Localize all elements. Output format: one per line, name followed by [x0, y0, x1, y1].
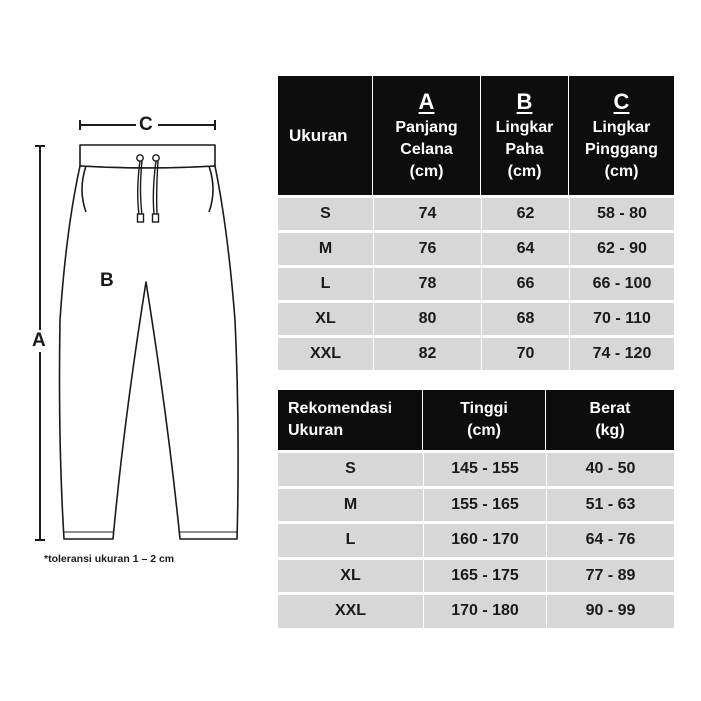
dimension-a-label: A [32, 330, 46, 351]
thigh-cell: 66 [481, 265, 569, 300]
header-berat [546, 390, 674, 450]
header-rekomendasi [278, 390, 423, 450]
size-cell: XXL [278, 335, 373, 370]
weight-cell: 90 - 99 [546, 592, 674, 628]
table-row [278, 195, 674, 230]
dimension-b-label: B [100, 270, 114, 291]
size-cell: L [278, 521, 423, 557]
length-cell: 82 [373, 335, 481, 370]
weight-cell: 64 - 76 [546, 521, 674, 557]
thigh-cell: 62 [481, 195, 569, 230]
tolerance-note: *toleransi ukuran 1 – 2 cm [44, 553, 175, 565]
header-tinggi-line2: (cm) [467, 422, 501, 439]
weight-cell: 40 - 50 [546, 450, 674, 486]
header-col-c-line2: Pinggang [585, 140, 658, 158]
length-cell: 76 [373, 230, 481, 265]
size-cell: S [278, 450, 423, 486]
size-cell: M [278, 230, 373, 265]
pants-size-diagram [0, 0, 270, 600]
rec-table-header-row [278, 390, 674, 450]
header-ukuran: Ukuran [278, 76, 373, 195]
pants-outline [60, 145, 239, 539]
table-row [278, 521, 674, 557]
header-col-c [569, 76, 674, 195]
header-col-a-line3: (cm) [409, 162, 444, 180]
height-cell: 170 - 180 [423, 592, 546, 628]
weight-cell: 77 - 89 [546, 557, 674, 593]
size-table-header-row [278, 76, 674, 195]
thigh-cell: 70 [481, 335, 569, 370]
header-tinggi-line1: Tinggi [460, 400, 508, 417]
size-cell: S [278, 195, 373, 230]
size-recommendation-table [278, 390, 674, 628]
header-tinggi [423, 390, 546, 450]
height-cell: 145 - 155 [423, 450, 546, 486]
table-row [278, 557, 674, 593]
waist-cell: 74 - 120 [569, 335, 674, 370]
table-row [278, 265, 674, 300]
header-col-b-line3: (cm) [507, 162, 542, 180]
pants-illustration [0, 0, 270, 600]
header-berat-line1: Berat [589, 400, 631, 417]
waist-cell: 58 - 80 [569, 195, 674, 230]
table-row [278, 486, 674, 522]
length-cell: 78 [373, 265, 481, 300]
header-berat-line2: (kg) [595, 422, 625, 439]
size-cell: L [278, 265, 373, 300]
header-col-a-line2: Celana [400, 140, 453, 158]
header-rekomendasi-line2: Ukuran [288, 422, 344, 439]
weight-cell: 51 - 63 [546, 486, 674, 522]
header-col-b-letter: B [516, 88, 533, 114]
table-row [278, 230, 674, 265]
waist-cell: 66 - 100 [569, 265, 674, 300]
dimension-c-label: C [139, 114, 153, 135]
table-row [278, 592, 674, 628]
size-cell: XL [278, 557, 423, 593]
thigh-cell: 68 [481, 300, 569, 335]
header-col-b-line2: Paha [505, 140, 544, 158]
height-cell: 155 - 165 [423, 486, 546, 522]
header-col-c-letter: C [613, 88, 630, 114]
header-col-c-line1: Lingkar [592, 118, 651, 136]
waist-cell: 70 - 110 [569, 300, 674, 335]
table-row [278, 450, 674, 486]
size-cell: M [278, 486, 423, 522]
header-col-b-line1: Lingkar [495, 118, 554, 136]
header-col-c-line3: (cm) [604, 162, 639, 180]
thigh-cell: 64 [481, 230, 569, 265]
header-col-b [481, 76, 569, 195]
header-col-a [373, 76, 481, 195]
height-cell: 160 - 170 [423, 521, 546, 557]
size-cell: XL [278, 300, 373, 335]
length-cell: 80 [373, 300, 481, 335]
header-col-a-line1: Panjang [395, 118, 458, 136]
table-row [278, 300, 674, 335]
size-cell: XXL [278, 592, 423, 628]
length-cell: 74 [373, 195, 481, 230]
table-row [278, 335, 674, 370]
header-rekomendasi-line1: Rekomendasi [288, 400, 393, 417]
header-col-a-letter: A [418, 88, 435, 114]
height-cell: 165 - 175 [423, 557, 546, 593]
size-chart-table [278, 76, 674, 370]
waist-cell: 62 - 90 [569, 230, 674, 265]
